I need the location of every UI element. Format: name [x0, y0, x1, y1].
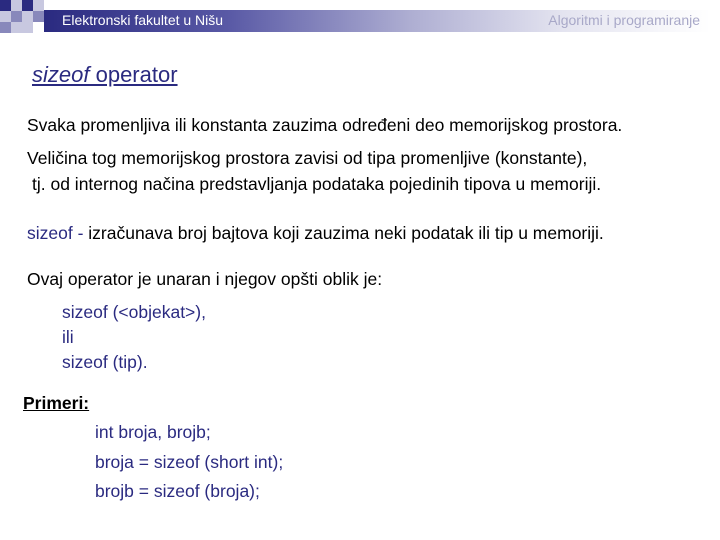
- checker-square: [22, 0, 33, 11]
- checker-square: [0, 22, 11, 33]
- header-course: Algoritmi i programiranje: [548, 12, 700, 28]
- checker-square: [11, 11, 22, 22]
- checker-square: [22, 22, 33, 33]
- paragraph-size-line1: Veličina tog memorijskog prostora zavisi od tipa promenljive (konstante),: [27, 148, 588, 168]
- checker-square: [33, 11, 44, 22]
- example-line: brojb = sizeof (broja);: [95, 481, 260, 501]
- example-line: int broja, brojb;: [95, 422, 211, 442]
- paragraph-size-line2: tj. od internog načina predstavljanja podataka pojedinih tipova u memoriji.: [32, 174, 602, 194]
- checker-square: [22, 11, 33, 22]
- sizeof-description: izračunava broj bajtova koji zauzima neki podatak ili tip u memoriji.: [83, 223, 604, 243]
- header-institution: Elektronski fakultet u Nišu: [62, 12, 224, 28]
- sizeof-keyword: sizeof -: [27, 223, 84, 243]
- form-object: sizeof (<objekat>),: [62, 302, 206, 322]
- corner-checker-decoration: [0, 0, 48, 36]
- title-keyword: sizeof: [32, 62, 90, 87]
- checker-square: [11, 0, 22, 11]
- paragraph-memory: Svaka promenljiva ili konstanta zauzima određeni deo memorijskog prostora.: [27, 115, 623, 135]
- checker-square: [0, 0, 11, 11]
- paragraph-sizeof-definition: [27, 221, 604, 245]
- checker-square: [0, 11, 11, 22]
- example-line: broja = sizeof (short int);: [95, 452, 284, 472]
- examples-label: Primeri:: [23, 393, 90, 413]
- slide-title: [32, 62, 178, 88]
- checker-square: [33, 0, 44, 11]
- paragraph-unary: Ovaj operator je unaran i njegov opšti oblik je:: [27, 269, 383, 289]
- checker-square: [11, 22, 22, 33]
- form-or: ili: [62, 327, 74, 347]
- form-type: sizeof (tip).: [62, 352, 148, 372]
- title-rest: operator: [89, 62, 178, 87]
